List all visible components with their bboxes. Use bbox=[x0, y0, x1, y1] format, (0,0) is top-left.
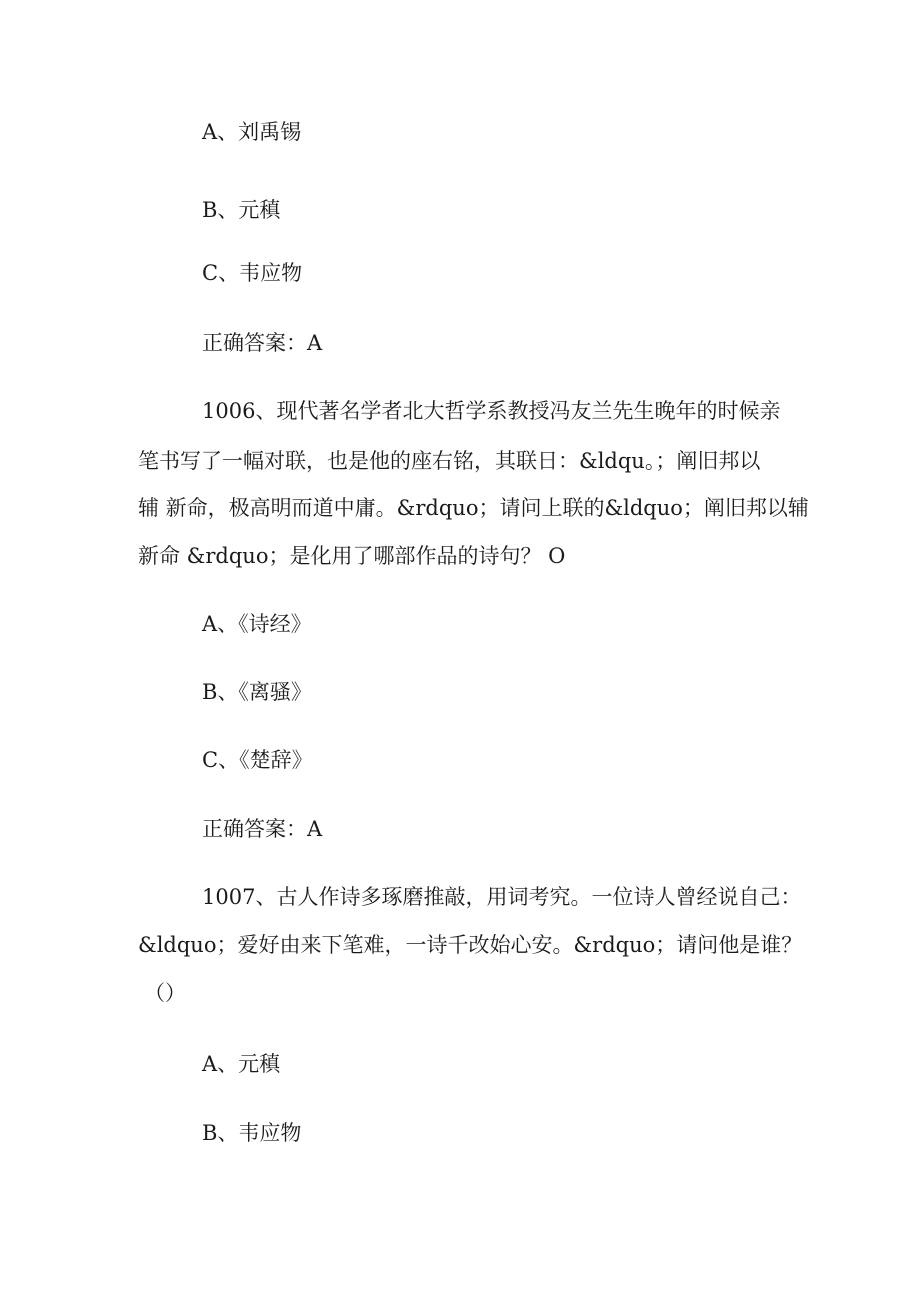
question-1006-line: 新命 &rdquo；是化用了哪部作品的诗句？ O bbox=[138, 544, 566, 568]
question-1006-line: 笔书写了一幅对联，也是他的座右铭，其联日：&ldqu。；阐旧邦以 bbox=[138, 449, 761, 473]
question-1007-line: 1007、古人作诗多琢磨推敲，用词考究。一位诗人曾经说自己： bbox=[202, 885, 802, 909]
question-1007-line: &ldquo；爱好由来下笔难，一诗千改始心安。&rdquo；请问他是谁？ bbox=[138, 933, 803, 957]
option-a: A、元稹 bbox=[202, 1052, 281, 1076]
option-b: B、元稹 bbox=[202, 198, 281, 222]
option-a: A、刘禹锡 bbox=[202, 120, 302, 144]
question-1006-line: 辅 新命，极高明而道中庸。&rdquo；请问上联的&ldquo；阐旧邦以辅 bbox=[138, 496, 809, 520]
question-1007-line: （） bbox=[144, 981, 186, 1005]
question-1006-line: 1006、现代著名学者北大哲学系教授冯友兰先生晚年的时候亲 bbox=[202, 399, 781, 423]
option-a: A、《诗经》 bbox=[202, 612, 312, 636]
option-c: C、《楚辞》 bbox=[202, 748, 313, 772]
option-b: B、韦应物 bbox=[202, 1121, 302, 1145]
correct-answer: 正确答案：A bbox=[202, 817, 323, 841]
option-b: B、《离骚》 bbox=[202, 680, 312, 704]
option-c: C、韦应物 bbox=[202, 261, 303, 285]
correct-answer: 正确答案：A bbox=[202, 331, 323, 355]
